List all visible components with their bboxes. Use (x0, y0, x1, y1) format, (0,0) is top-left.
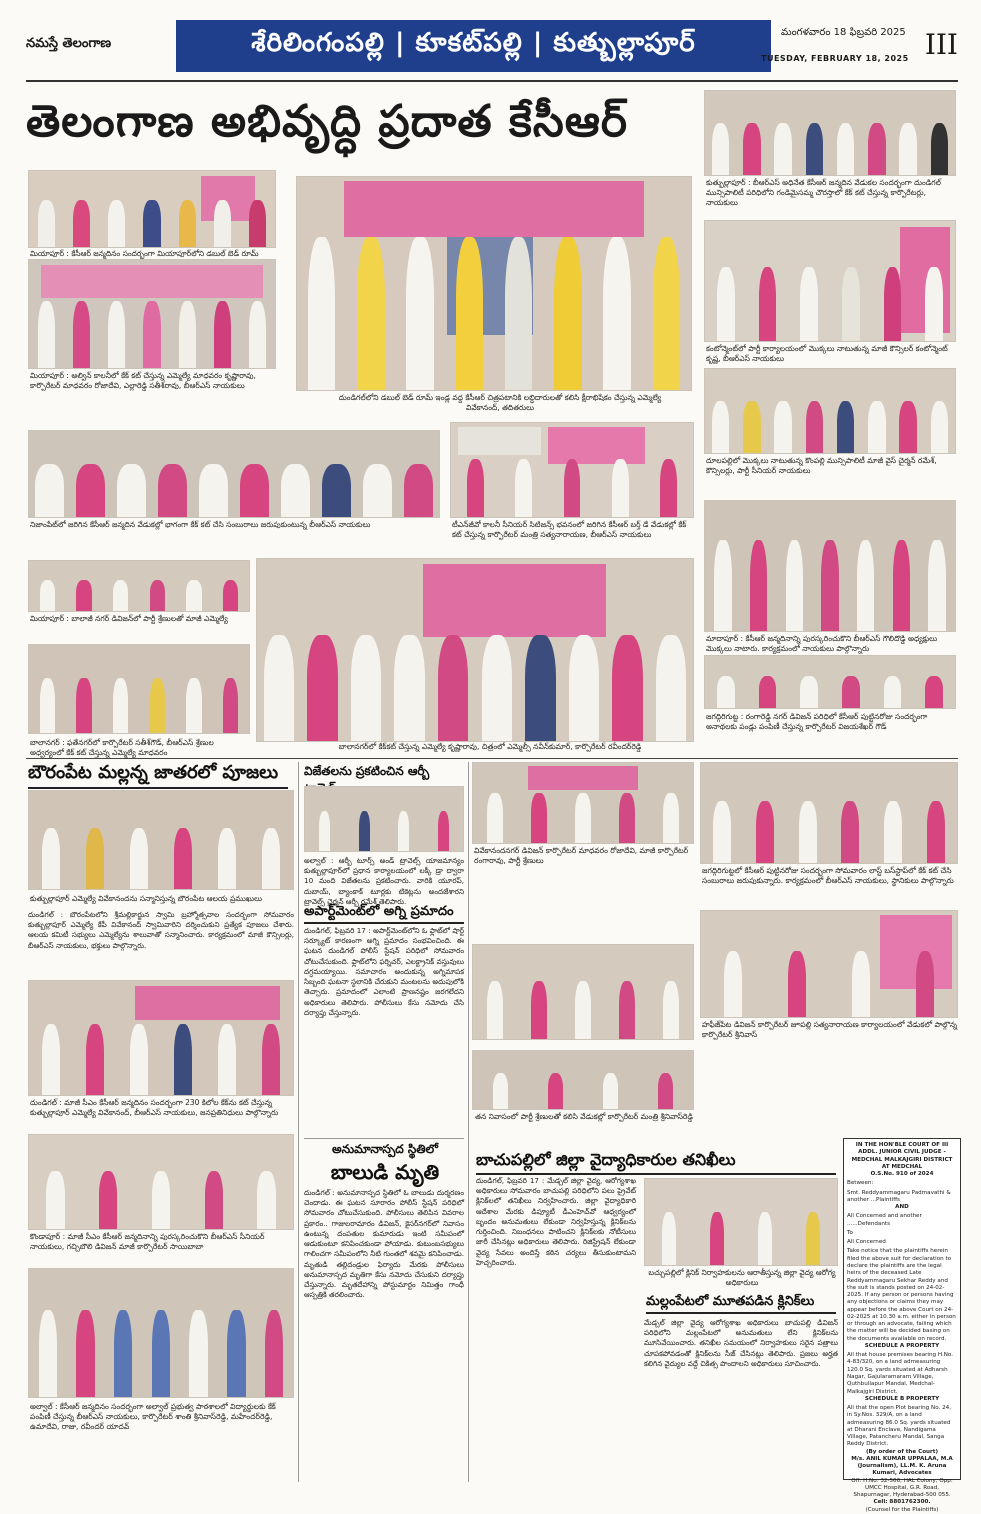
zone-banner: శేరిలింగంపల్లి | కూకట్‌పల్లి | కుత్బుల్లాపూర్ (176, 20, 771, 72)
photo-vivekananda-cadres (472, 944, 694, 1040)
article-bowrampet: దుండిగల్ : బౌరంపేటలోని శ్రీమల్లికార్జున స్వామి బ్రహ్మోత్సవాల సందర్భంగా సోమవారం కుత్బుల్లాపూర్ ఎమ్మెల్యే కేపీ వివేకానంద్ స్వామివారిని దర్శించుకుని ప్రత్యేక పూజలు చేశారు. ఆలయ కమిటీ సభ్యులు ఎమ్మెల్యేను శాలువాతో సన్మానించారు. కార్యక్రమంలో మాజీ కౌన్సిలర్లు, బీఆర్ఎస్ నాయకులు, భక్తులు పాల్గొన్నారు. (28, 910, 294, 950)
section-divider (26, 758, 958, 759)
photo-madhapur-planting (704, 500, 956, 632)
photo-gandimaisamma-cake (704, 90, 956, 176)
photo-kondapur-hospital (28, 1134, 294, 1230)
header-rule (26, 80, 958, 82)
caption: దూలపల్లిలో మొక్కలు నాటుతున్న కొంపల్లి మున్సిపాలిటీ మాజీ వైస్ చైర్మన్ రమేశ్, కౌన్సిలర్లు, పార్టీ సీనియర్ నాయకులు (706, 456, 937, 476)
caption: మాదాపూర్ : కేసీఆర్ జన్మదినాన్ని పురస్కరించుకొని బీఆర్ఎస్ గౌలిదొడ్డి అధ్యక్షులు మొక్కలు నాటారు. కార్యక్రమంలో నాయకులు పాల్గొన్నారు (706, 634, 938, 654)
caption: కంటోన్మెంట్‌లో పార్టీ కార్యాలయంలో మొక్కలు నాటుతున్న మాజీ కౌన్సిలర్ కంటోన్మెంట్ కృష్ణ, బీఆర్ఎస్ నాయకులు (706, 344, 948, 364)
section-heading-rb-travels: విజేతలను ప్రకటించిన ఆర్బీ (304, 764, 464, 800)
page-headline: తెలంగాణ అభివృద్ధి ప్రదాత కేసీఆర్ (26, 96, 628, 147)
photo-hafeezpet-office (700, 910, 958, 1018)
notice-to: To (847, 1229, 853, 1236)
photo-alwin-colony-cake (28, 259, 276, 369)
photo-alwal-school (28, 1268, 294, 1398)
caption: దుండిగల్ : మాజీ సీఎం కేసీఆర్ జన్మదినం సందర్భంగా 230 కిలోల కేక్‌ను కట్ చేస్తున్న కుత్బుల్లాపూర్ ఎమ్మెల్యే వివేకానంద్, బీఆర్ఎస్ నాయకులు, జనప్రతినిధులు పాల్గొన్నారు (30, 1098, 279, 1118)
notice-by-order: (By order of the Court) (865, 1448, 939, 1455)
section-heading-mallampet: మల్లంపేటలో మూతపడిన క్లినిక్‌లు (646, 1294, 836, 1314)
caption: మియాపూర్ : అల్విన్ కాలనీలో కేక్ కట్ చేస్తున్న ఎమ్మెల్యే మాధవరం కృష్ణారావు, కార్పొరేటర్ మాధవరం రోజాదేవి, ఎల్లారెడ్డి సతీశ్‌రావు, బీఆర్ఎస్ నాయకులు (30, 371, 256, 391)
photo-balanagar-cake (256, 558, 694, 742)
caption: బాలానగర్‌లో కేక్‌కట్ చేస్తున్న ఎమ్మెల్యే కృష్ణారావు, చిత్రంలో ఎమ్మెల్సీ నవీన్‌కుమార్, కార్పొరేటర్ రవీందర్‌రెడ్డి (338, 742, 642, 751)
notice-schedule-b-body: All that the open Plot bearing No. 24, in Sy.Nos. 329/A, on a land admeasuring 86.0 Sq. yards situated at Dharani Enclave, Nandigama Village, Patancheru Mandal, Sanga Reddy District. (847, 1405, 951, 1448)
date-english: TUESDAY, FEBRUARY 18, 2025 (761, 54, 909, 63)
notice-body: Take notice that the plaintiffs herein filed the above suit for declaration to declare the plaintiffs are the legal heirs of the deceased Late Reddyammagaru Sekhar Reddy and the suit is stands posted on 24-02-2025. If any person or persons having any objections or claims they may appear before the above Court on 24-02-2025 at 10.30 a.m. either in person or through an advocate, failing which the matter will be decided basing on the documents available on record. (847, 1248, 956, 1342)
notice-schedule-a-body: All that house premises bearing H.No. 4-83/320, on a land admeasuring 120.0 Sq. yards situated at Adharsh Nagar, Gajularamaram Village, Quthbullapur Mandal, Medchal-Malkajgiri District. (847, 1352, 954, 1395)
photo-balaji-nagar-cadres (28, 560, 250, 612)
caption: అల్వాల్ : కేసీఆర్ జన్మదినం సందర్భంగా అల్వాల్ ప్రభుత్వ పాఠశాలలో విద్యార్థులకు కేక్ పంపిణీ చేస్తున్న బీఆర్ఎస్ నాయకులు, కార్పొరేటర్ శాంతి శ్రీనివాస్‌రెడ్డి, మహేందర్‌రెడ్డి, ఉమాదేవి, రాజు, రవీందర్‌ యాదవ్ (30, 1402, 276, 1432)
caption: టీఎన్‌జీవో కాలనీ సీనియర్ సిటిజన్స్ భవనంలో జరిగిన కేసీఆర్ బర్త్ డే వేడుకల్లో కేక్ కట్ చేస్తున్న కార్పొరేటర్ మంత్రి సత్యనారాయణ, బీఆర్ఎస్ నాయకులు (452, 520, 687, 540)
date-telugu: మంగళవారం 18 ఫిబ్రవరి 2025 (781, 27, 906, 38)
caption: నిజాంపేట్‌లో జరిగిన కేసీఆర్ జన్మదిన వేడుకల్లో భాగంగా కేక్ కట్ చేసి సంబురాలు జరుపుకుంటున్న బీఆర్ఎస్ నాయకులు (30, 520, 371, 529)
notice-os: O.S.No. 910 of 2024 (870, 1171, 934, 1178)
section-heading-boy-death-2: బాలుడి మృతి (330, 1160, 440, 1184)
notice-all: All Concerned (847, 1239, 886, 1246)
article-fire-accident: దుండిగల్, ఫిబ్రవరి 17 : అపార్ట్‌మెంట్‌లోని ఓ ఫ్లాట్‌లో షార్ట్ సర్క్యూట్ కారణంగా అగ్ని ప్రమాదం సంభవించింది. ఈ ఘటన దుండిగల్ పోలీస్ స్టేషన్ పరిధిలో సోమవారం చోటుచేసుకుంది. ఫ్లాట్‌లోని ఫర్నిచర్, ఎలక్ట్రానిక్ వస్తువులు దగ్ధమయ్యాయి. సమాచారం అందుకున్న అగ్నిమాపక సిబ్బంది ఘటనా స్థలానికి చేరుకుని మంటలను అదుపులోకి తెచ్చారు. ప్రమాదంలో ఎలాంటి ప్రాణనష్టం జరగలేదని అధికారులు తెలిపారు. పోలీసులు కేసు నమోదు చేసి దర్యాప్తు చేస్తున్నారు. (304, 926, 464, 1017)
photo-jagadgirigutta-fruits (704, 655, 956, 709)
masthead (26, 20, 958, 72)
notice-schedule-b: SCHEDULE B PROPERTY (864, 1395, 940, 1402)
photo-corporator-residence (472, 1050, 694, 1110)
photo-dundigal-milk-abhishekam (296, 176, 692, 391)
notice-address: Off: H.No: 32-566, HAL Colony, Opp: UMCC Hospital, G.R. Road, Shapurnagar, Hyderabad-500 055. (851, 1477, 953, 1499)
photo-nizampet-cake (28, 430, 440, 518)
caption: తన నివాసంలో పార్టీ శ్రేణులతో కలిసి వేడుకల్లో కార్పొరేటర్ మంత్రి శ్రీనివాస్‌రెడ్డి (475, 1112, 693, 1121)
photo-fatehnagar-cake (28, 644, 250, 734)
notice-advocate: M/s. ANIL KUMAR UPPALAA, M.A (Journalism), LL.M. K. Aruna Kumari, Advocates (851, 1455, 953, 1477)
page-number: III (924, 28, 958, 61)
caption: బాలానగర్ : ఫతేనగర్‌లో కార్పొరేటర్ సతీశ్‌గౌడ్, బీఆర్ఎస్ శ్రేణుల అధ్వర్యంలో కేక్ కట్ చేస్తున్న ఎమ్మెల్యే మాధవరం (30, 738, 214, 758)
column-rule (298, 762, 299, 1482)
photo-bowrampet-felicitation (28, 790, 294, 890)
caption: మియాపూర్ : కేసీఆర్ జన్మదినం సందర్భంగా మియాపూర్‌లోని డబుల్ బెడ్ రూమ్ (30, 249, 259, 258)
photo-jagadgirigutta-cake (700, 762, 958, 864)
notice-cell: Cell: 8801762300. (873, 1499, 931, 1506)
caption: మియాపూర్ : బాలాజీ నగర్ డివిజన్‌లో పార్టీ శ్రేణులతో మాజీ ఎమ్మెల్యే (30, 614, 228, 623)
section-divider (304, 1138, 464, 1139)
section-heading-bowrampet: బౌరంపేట మల్లన్న జాతరలో పూజలు (28, 762, 288, 789)
article-rb-travels: అల్వాల్ : ఆర్బీ టూర్స్ అండ్ ట్రావెల్స్ యాజమాన్యం కుత్బుల్లాపూర్‌లో ప్రధాన కార్యాలయంలో లక్కీ డ్రా ద్వారా 10 మంది విజేతలను ప్రకటించారు. వారికి యూరప్, దుబాయ్, బ్యాంకాక్ టూర్లకు టికెట్లను అందజేశారని ట్రావెల్స్ చైర్మన్ ఆర్బీ రమేశ్ తెలిపారు. (304, 856, 464, 906)
notice-between: Between: (847, 1180, 874, 1187)
court-notice (843, 1138, 961, 1513)
section-heading-bachupally: బాచుపల్లిలో జిల్లా వైద్యాధికారుల తనిఖీలు (476, 1150, 836, 1175)
section-heading-boy-death: అనుమానాస్పద స్థితిలో (331, 1142, 439, 1156)
caption: వివేకానందనగర్ డివిజన్ కార్పొరేటర్ మాధవరం రోజాదేవి, మాజీ కార్పొరేటర్ రంగారావు, పార్టీ శ్రేణులు (474, 846, 689, 866)
caption: జగద్గిరిగుట్ట : రంగారెడ్డి నగర్ డివిజన్ పరిధిలో కేసీఆర్ పుట్టినరోజు సందర్భంగా అనాథలకు పండ్లు పంపిణీ చేస్తున్న కార్పొరేటర్ విజయశేఖర్ గౌడ్ (706, 712, 928, 732)
notice-schedule-a: SCHEDULE A PROPERTY (864, 1342, 940, 1349)
caption: జగద్గిరిగుట్టలో కేసీఆర్ పుట్టినరోజు సందర్భంగా సోమవారం లాస్ట్ బస్‌స్టాప్‌లో కేక్ కట్ చేసి సంబురాలు జరుపుకున్నారు. కార్యక్రమంలో బీఆర్ఎస్ నాయకులు, స్థానికులు పాల్గొన్నారు (702, 866, 954, 886)
photo-dundigal-230kg-cake (28, 980, 294, 1096)
article-bachupally: దుండిగల్, ఫిబ్రవరి 17 : మేడ్చల్ జిల్లా వైద్య, ఆరోగ్యశాఖ అధికారులు సోమవారం బాచుపల్లి పరిధిలోని పలు ప్రైవేట్ క్లినిక్‌లలో తనిఖీలు నిర్వహించారు. జిల్లా వైద్యాధికారి ఆదేశాల మేరకు డిప్యూటీ డీఎంహెచ్‌వో ఆధ్వర్యంలో బృందం అనుమతులు లేకుండా నిర్వహిస్తున్న క్లినిక్‌లను గుర్తించింది. నిబంధనలు పాటించని క్లినిక్‌లకు నోటీసులు జారీ చేసినట్లు అధికారులు తెలిపారు. రిజిస్ట్రేషన్ లేకుండా వైద్య సేవలు అందిస్తే కఠిన చర్యలు తీసుకుంటామని హెచ్చరించారు. (476, 1176, 636, 1267)
column-rule (468, 762, 469, 1482)
article-mallampet: మేడ్చల్ జిల్లా వైద్య ఆరోగ్యశాఖ అధికారులు బాచుపల్లి డివిజన్ పరిధిలోని మల్లంపేటలో అనుమతులు లేని క్లినిక్‌లను మూసివేయించారు. తనిఖీల సమయంలో నిర్వాహకులు సరైన పత్రాలు చూపకపోవడంతో క్లినిక్‌లను సీజ్ చేసినట్లు తెలిపారు. ప్రజలు అర్హత కలిగిన వైద్యుల వద్దే చికిత్స పొందాలని అధికారులు సూచించారు. (644, 1318, 838, 1368)
photo-tngo-colony-cake (450, 422, 694, 518)
photo-miyapur-housewarming (28, 170, 276, 248)
photo-dulapally-planting (704, 368, 956, 454)
notice-and: AND (895, 1204, 909, 1211)
photo-vivekananda-nagar (472, 762, 694, 844)
newspaper-brand: నమస్తే తెలంగాణ (26, 36, 112, 51)
caption: దుండిగల్‌లోని డబుల్ బెడ్ రూమ్ ఇండ్ల వద్ద కేసీఆర్ చిత్రపటానికి లబ్ధిదారులతో కలిసి క్షీరాభిషేకం చేస్తున్న ఎమ్మెల్యే వివేకానంద్, తదితరులు (338, 393, 662, 413)
notice-heading: IN THE HON'BLE COURT OF III ADDL. JUNIOR CIVIL JUDGE - MEDCHAL MALKAJGIRI DISTRICT AT MEDCHAL (851, 1142, 953, 1170)
section-heading-fire-accident: అపార్ట్‌మెంట్‌లో అగ్ని ప్రమాదం (304, 904, 464, 924)
notice-defendants: All Concerned and another ......Defendants (847, 1213, 922, 1227)
caption: హఫీజ్‌పేట డివిజన్ కార్పొరేటర్ జూపల్లి సత్యనారాయణ కార్యాలయంలో వేడుకలో పాల్గొన్న కార్పొరేటర్ శ్రీనివాస్ (702, 1020, 958, 1040)
caption: కొండాపూర్ : మాజీ సీఎం కేసీఆర్ జన్మదినాన్ని పురస్కరించుకొని బీఆర్ఎస్ సీనియర్ నాయకులు, గచ్చిబౌలి డివిజన్ మాజీ కార్పొరేటర్ సాయిబాబా (30, 1232, 265, 1252)
notice-parties: Smt. Reddyammagaru Padmavathi & another ...Plaintiffs (847, 1189, 951, 1203)
photo-bachupally-clinic (644, 1178, 838, 1266)
photo-rb-travels-winners (304, 786, 464, 852)
photo-cantonment-planting (704, 220, 956, 342)
caption: బచ్చుపల్లిలో క్లినిక్ నిర్వాహకులను ఆరాతీస్తున్న జిల్లా వైద్య ఆరోగ్య అధికారులు (648, 1268, 836, 1288)
caption: కుత్బుల్లాపూర్ : బీఆర్ఎస్ అధినేత కేసీఆర్ జన్మదిన వేడుకల సందర్భంగా దుండిగల్ మున్సిపాలిటీ పరిధిలోని గండిమైసమ్మ చౌరస్తాలో కేక్ కట్ చేస్తున్న కార్పొరేటర్లు, నాయకులు (706, 178, 942, 208)
notice-counsel: (Counsel for the Plaintiffs) (865, 1506, 939, 1513)
article-boy-death: దుండిగల్ : అనుమానాస్పద స్థితిలో ఓ బాలుడు దుర్మరణం చెందాడు. ఈ ఘటన సూరారం పోలీస్ స్టేషన్ పరిధిలో సోమవారం చోటుచేసుకుంది. పోలీసులు తెలిపిన వివరాల ప్రకారం.. గాజులరామారం డివిజన్, కైసర్‌నగర్‌లో నివాసం ఉంటున్న దంపతుల కుమారుడు ఇంటి సమీపంలో ఆడుకుంటూ కనిపించకుండా పోయాడు. కుటుంబసభ్యులు గాలించగా సమీపంలోని నీటి గుంతలో శవమై కనిపించాడు. మృతుడి తల్లిదండ్రుల ఫిర్యాదు మేరకు పోలీసులు అనుమానాస్పద మృతిగా కేసు నమోదు చేసుకుని దర్యాప్తు చేస్తున్నారు. మృతదేహాన్ని పోస్టుమార్టం నిమిత్తం గాంధీ ఆస్పత్రికి తరలించారు. (304, 1188, 464, 1300)
caption: కుత్బుల్లాపూర్ ఎమ్మెల్యే వివేకానందను సన్మానిస్తున్న బౌరంపేట ఆలయ ప్రముఖులు (30, 894, 262, 903)
